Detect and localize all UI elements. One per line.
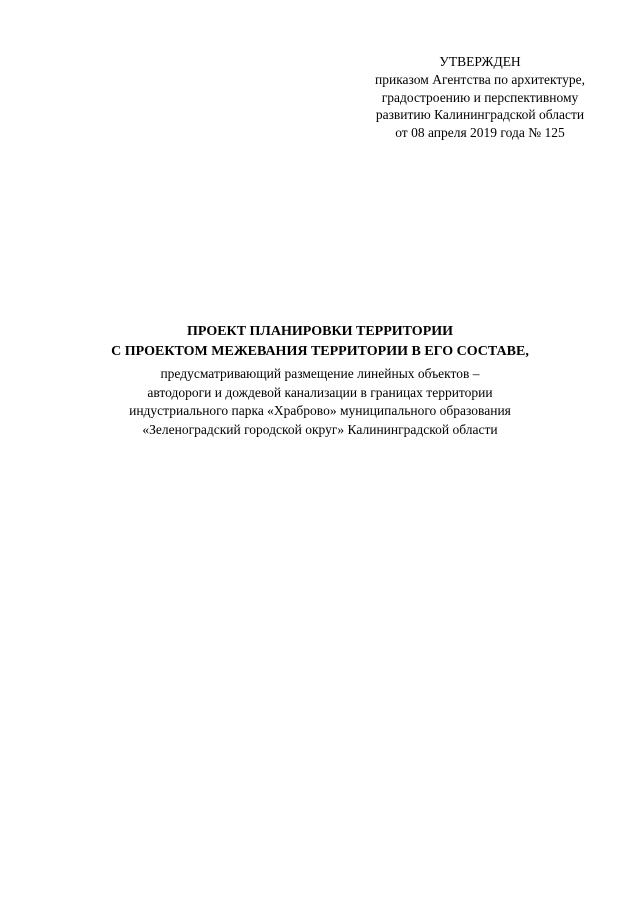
approval-date-line: от 08 апреля 2019 года № 125: [395, 125, 565, 141]
document-title-block: [60, 322, 580, 439]
approval-line: развитию Калининградской области: [375, 107, 585, 123]
document-subtitle-line-4: «Зеленоградский городской округ» Калининградской области: [142, 421, 498, 437]
approval-line: приказом Агентства по архитектуре,: [375, 71, 585, 87]
approval-line: градостроению и перспективному: [381, 89, 579, 105]
document-title-line-1: ПРОЕКТ ПЛАНИРОВКИ ТЕРРИТОРИИ: [186, 324, 454, 339]
document-subtitle-line-3: индустриального парка «Храброво» муниципального образования: [129, 403, 511, 418]
document-title-line-2: С ПРОЕКТОМ МЕЖЕВАНИЯ ТЕРРИТОРИИ В ЕГО СОСТАВЕ,: [111, 344, 529, 359]
approval-heading: УТВЕРЖДЕН: [439, 54, 521, 69]
approval-stamp: [350, 53, 610, 142]
document-subtitle-line-2: автодороги и дождевой канализации в границах территории: [147, 384, 493, 400]
document-subtitle-line-1: предусматривающий размещение линейных объектов –: [160, 366, 480, 381]
